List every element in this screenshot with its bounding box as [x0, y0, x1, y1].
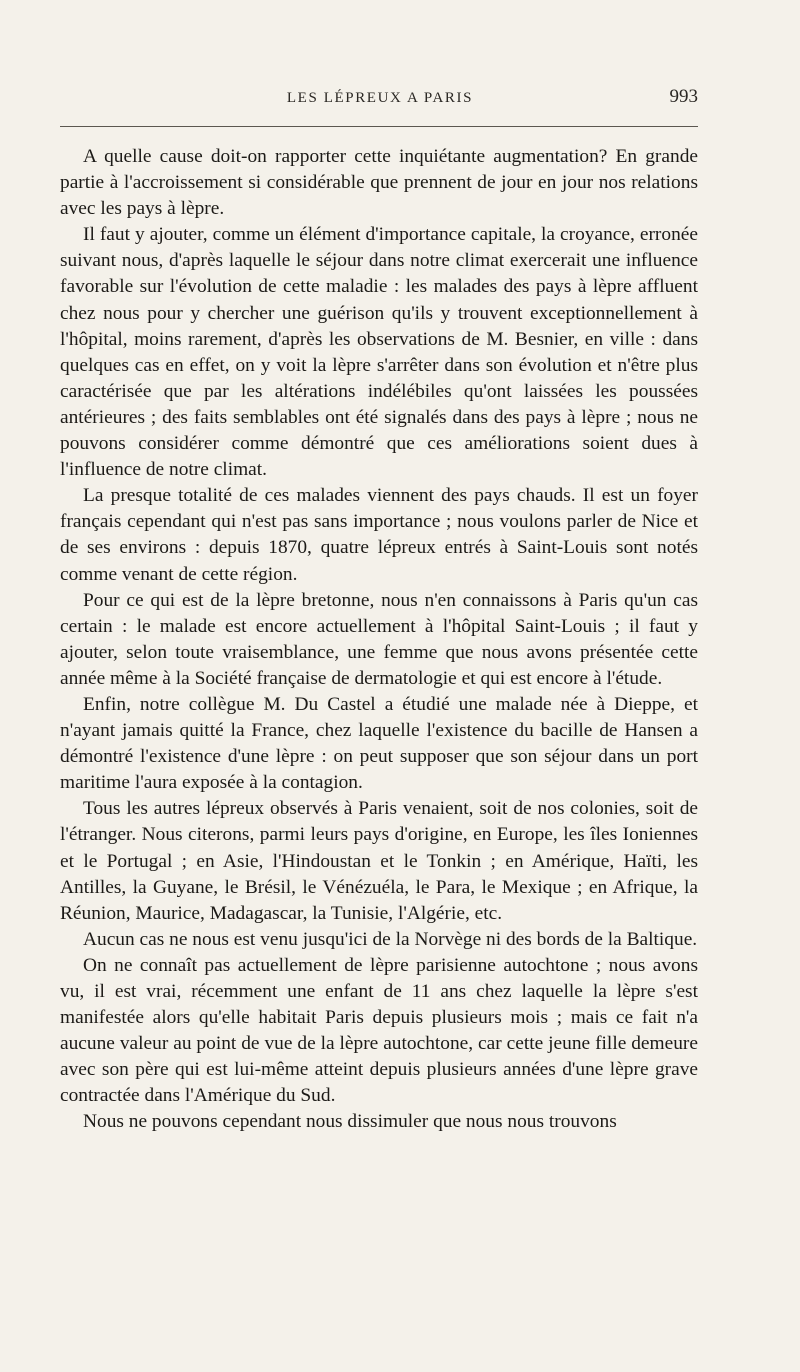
paragraph: Il faut y ajouter, comme un élément d'importance capitale, la croyance, erronée suivant nous, d'après laquelle le séjour dans notre climat exercerait une influence favorable sur l'évolution de cette maladie : les malades des pays à lèpre affluent chez nous pour y chercher une guérison qu'ils y trouvent exceptionnellement à l'hôpital, moins rarement, d'après les observations de M. Besnier, en ville : dans quelques cas en effet, on y voit la lèpre s'arrêter dans son évolution et n'être plus caractérisée que par les altérations indélébiles qu'ont laissées les poussées antérieures ; des faits semblables ont été signalés dans des pays à lèpre ; nous ne pouvons considérer comme démontré que ces améliorations soient dues à l'influence de notre climat.: [60, 224, 698, 481]
paragraph: Enfin, notre collègue M. Du Castel a étudié une malade née à Dieppe, et n'ayant jamais quitté la France, chez laquelle l'existence du bacille de Hansen a démontré l'existence d'une lèpre : on peut supposer que son séjour dans un port maritime l'aura exposée à la contagion.: [60, 693, 698, 794]
paragraph: A quelle cause doit-on rapporter cette inquiétante augmentation? En grande partie à l'accroissement si considérable que prennent de jour en jour nos relations avec les pays à lèpre.: [60, 146, 698, 220]
paragraph: Nous ne pouvons cependant nous dissimuler que nous nous trouvons: [83, 1111, 617, 1133]
running-title: LES LÉPREUX A PARIS: [286, 90, 474, 106]
body-text: [60, 144, 698, 1136]
running-head: [60, 86, 700, 116]
paragraph: La presque totalité de ces malades viennent des pays chauds. Il est un foyer français cependant qui n'est pas sans importance ; nous voulons parler de Nice et de ses environs : depuis 1870, quatre lépreux entrés à Saint-Louis sont notés comme venant de cette région.: [60, 485, 698, 585]
page-number: 993: [669, 86, 698, 107]
header-rule: [60, 126, 698, 127]
paragraph: Tous les autres lépreux observés à Paris venaient, soit de nos colonies, soit de l'étranger. Nous citerons, parmi leurs pays d'origine, en Europe, les îles Ioniennes et le Portugal ; en Asie, l'Hindoustan et le Tonkin ; en Amérique, Haïti, les Antilles, la Guyane, le Brésil, le Vénézuéla, le Para, le Mexique ; en Afrique, la Réunion, Maurice, Madagascar, la Tunisie, l'Algérie, etc.: [60, 798, 698, 924]
paragraph: Pour ce qui est de la lèpre bretonne, nous n'en connaissons à Paris qu'un cas certain : le malade est encore actuellement à l'hôpital Saint-Louis ; il faut y ajouter, selon toute vraisemblance, une femme que nous avons présentée cette année même à la Société française de dermatologie et qui est encore à l'étude.: [60, 589, 698, 689]
paragraph: On ne connaît pas actuellement de lèpre parisienne autochtone ; nous avons vu, il est vrai, récemment une enfant de 11 ans chez laquelle la lèpre s'est manifestée alors qu'elle habitait Paris depuis plusieurs mois ; mais ce fait n'a aucune valeur au point de vue de la lèpre autochtone, car cette jeune fille demeure avec son père qui est lui-même atteint depuis plusieurs années d'une lèpre grave contractée dans l'Amérique du Sud.: [60, 954, 698, 1107]
paragraph: Aucun cas ne nous est venu jusqu'ici de la Norvège ni des bords de la Baltique.: [83, 928, 698, 950]
